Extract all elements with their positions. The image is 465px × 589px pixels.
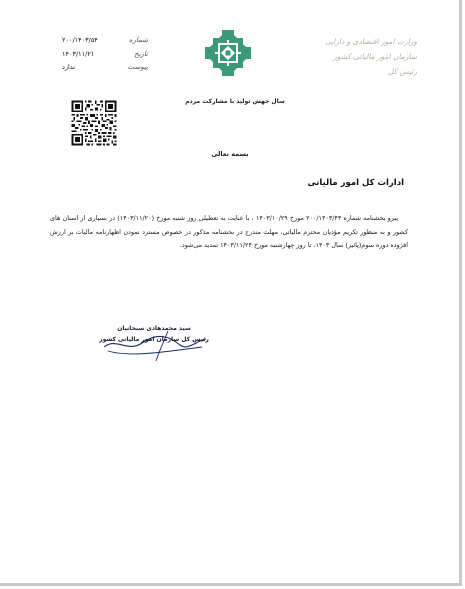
letterhead-line: سازمان امور مالیاتی کشور bbox=[333, 52, 417, 61]
qr-code-icon[interactable] bbox=[70, 99, 118, 147]
year-slogan: سال جهش تولید با مشارکت مردم bbox=[185, 98, 285, 105]
letterhead-line: وزارت امور اقتصادی و دارایی bbox=[324, 37, 417, 46]
letter-body bbox=[50, 212, 408, 253]
basmala: بسمه تعالی bbox=[211, 150, 249, 158]
meta-attachment-row bbox=[62, 63, 148, 77]
signature-ink-icon bbox=[98, 327, 210, 365]
letter-number: ۲۰۰/۱۴۰۳/۵۴ bbox=[62, 36, 98, 44]
letter-recipient: ادارات کل امور مالیاتی bbox=[307, 178, 404, 188]
letterhead-line: رئیس کل bbox=[387, 67, 417, 76]
meta-date-row bbox=[62, 50, 148, 64]
letter-meta bbox=[62, 36, 148, 77]
letter-paragraph: پیرو بخشنامه شماره ۲۰۰/۱۴۰۳/۴۳ مورخ ۱۴۰۳/۱۰/۲۹ ، با عنایت به تعطیلی روز شنبه مورخ (۱۴۰۳/۱۱/۲۰) در بسیاری از استان های کشور و به منظور تکریم مؤدیان محترم مالیاتی، مهلت مندرج در بخشنامه مذکور در خصوص مسترد نمودن اظهارنامه مالیات بر ارزش افزوده دوره سوم(پائیز) سال ۱۴۰۳، تا روز چهارشنبه مورخ ۱۴۰۳/۱۱/۲۴ تمدید می‌شود. bbox=[50, 214, 408, 250]
meta-label: شماره bbox=[128, 36, 148, 44]
signature-block bbox=[98, 325, 210, 365]
tax-organization-emblem-icon bbox=[205, 30, 251, 76]
ministry-letterhead bbox=[307, 34, 417, 79]
signatory-title: رئیس کل سازمان امور مالیاتی کشور bbox=[99, 336, 209, 343]
letter-attachment: ندارد bbox=[62, 63, 76, 71]
meta-label: تاریخ bbox=[134, 49, 148, 58]
meta-label: پیوست bbox=[127, 63, 148, 71]
meta-number-row bbox=[62, 36, 148, 50]
signatory-name: سید محمدهادی سبحانیان bbox=[117, 325, 191, 332]
letter-date: ۱۴۰۳/۱۱/۲۱ bbox=[62, 49, 95, 58]
